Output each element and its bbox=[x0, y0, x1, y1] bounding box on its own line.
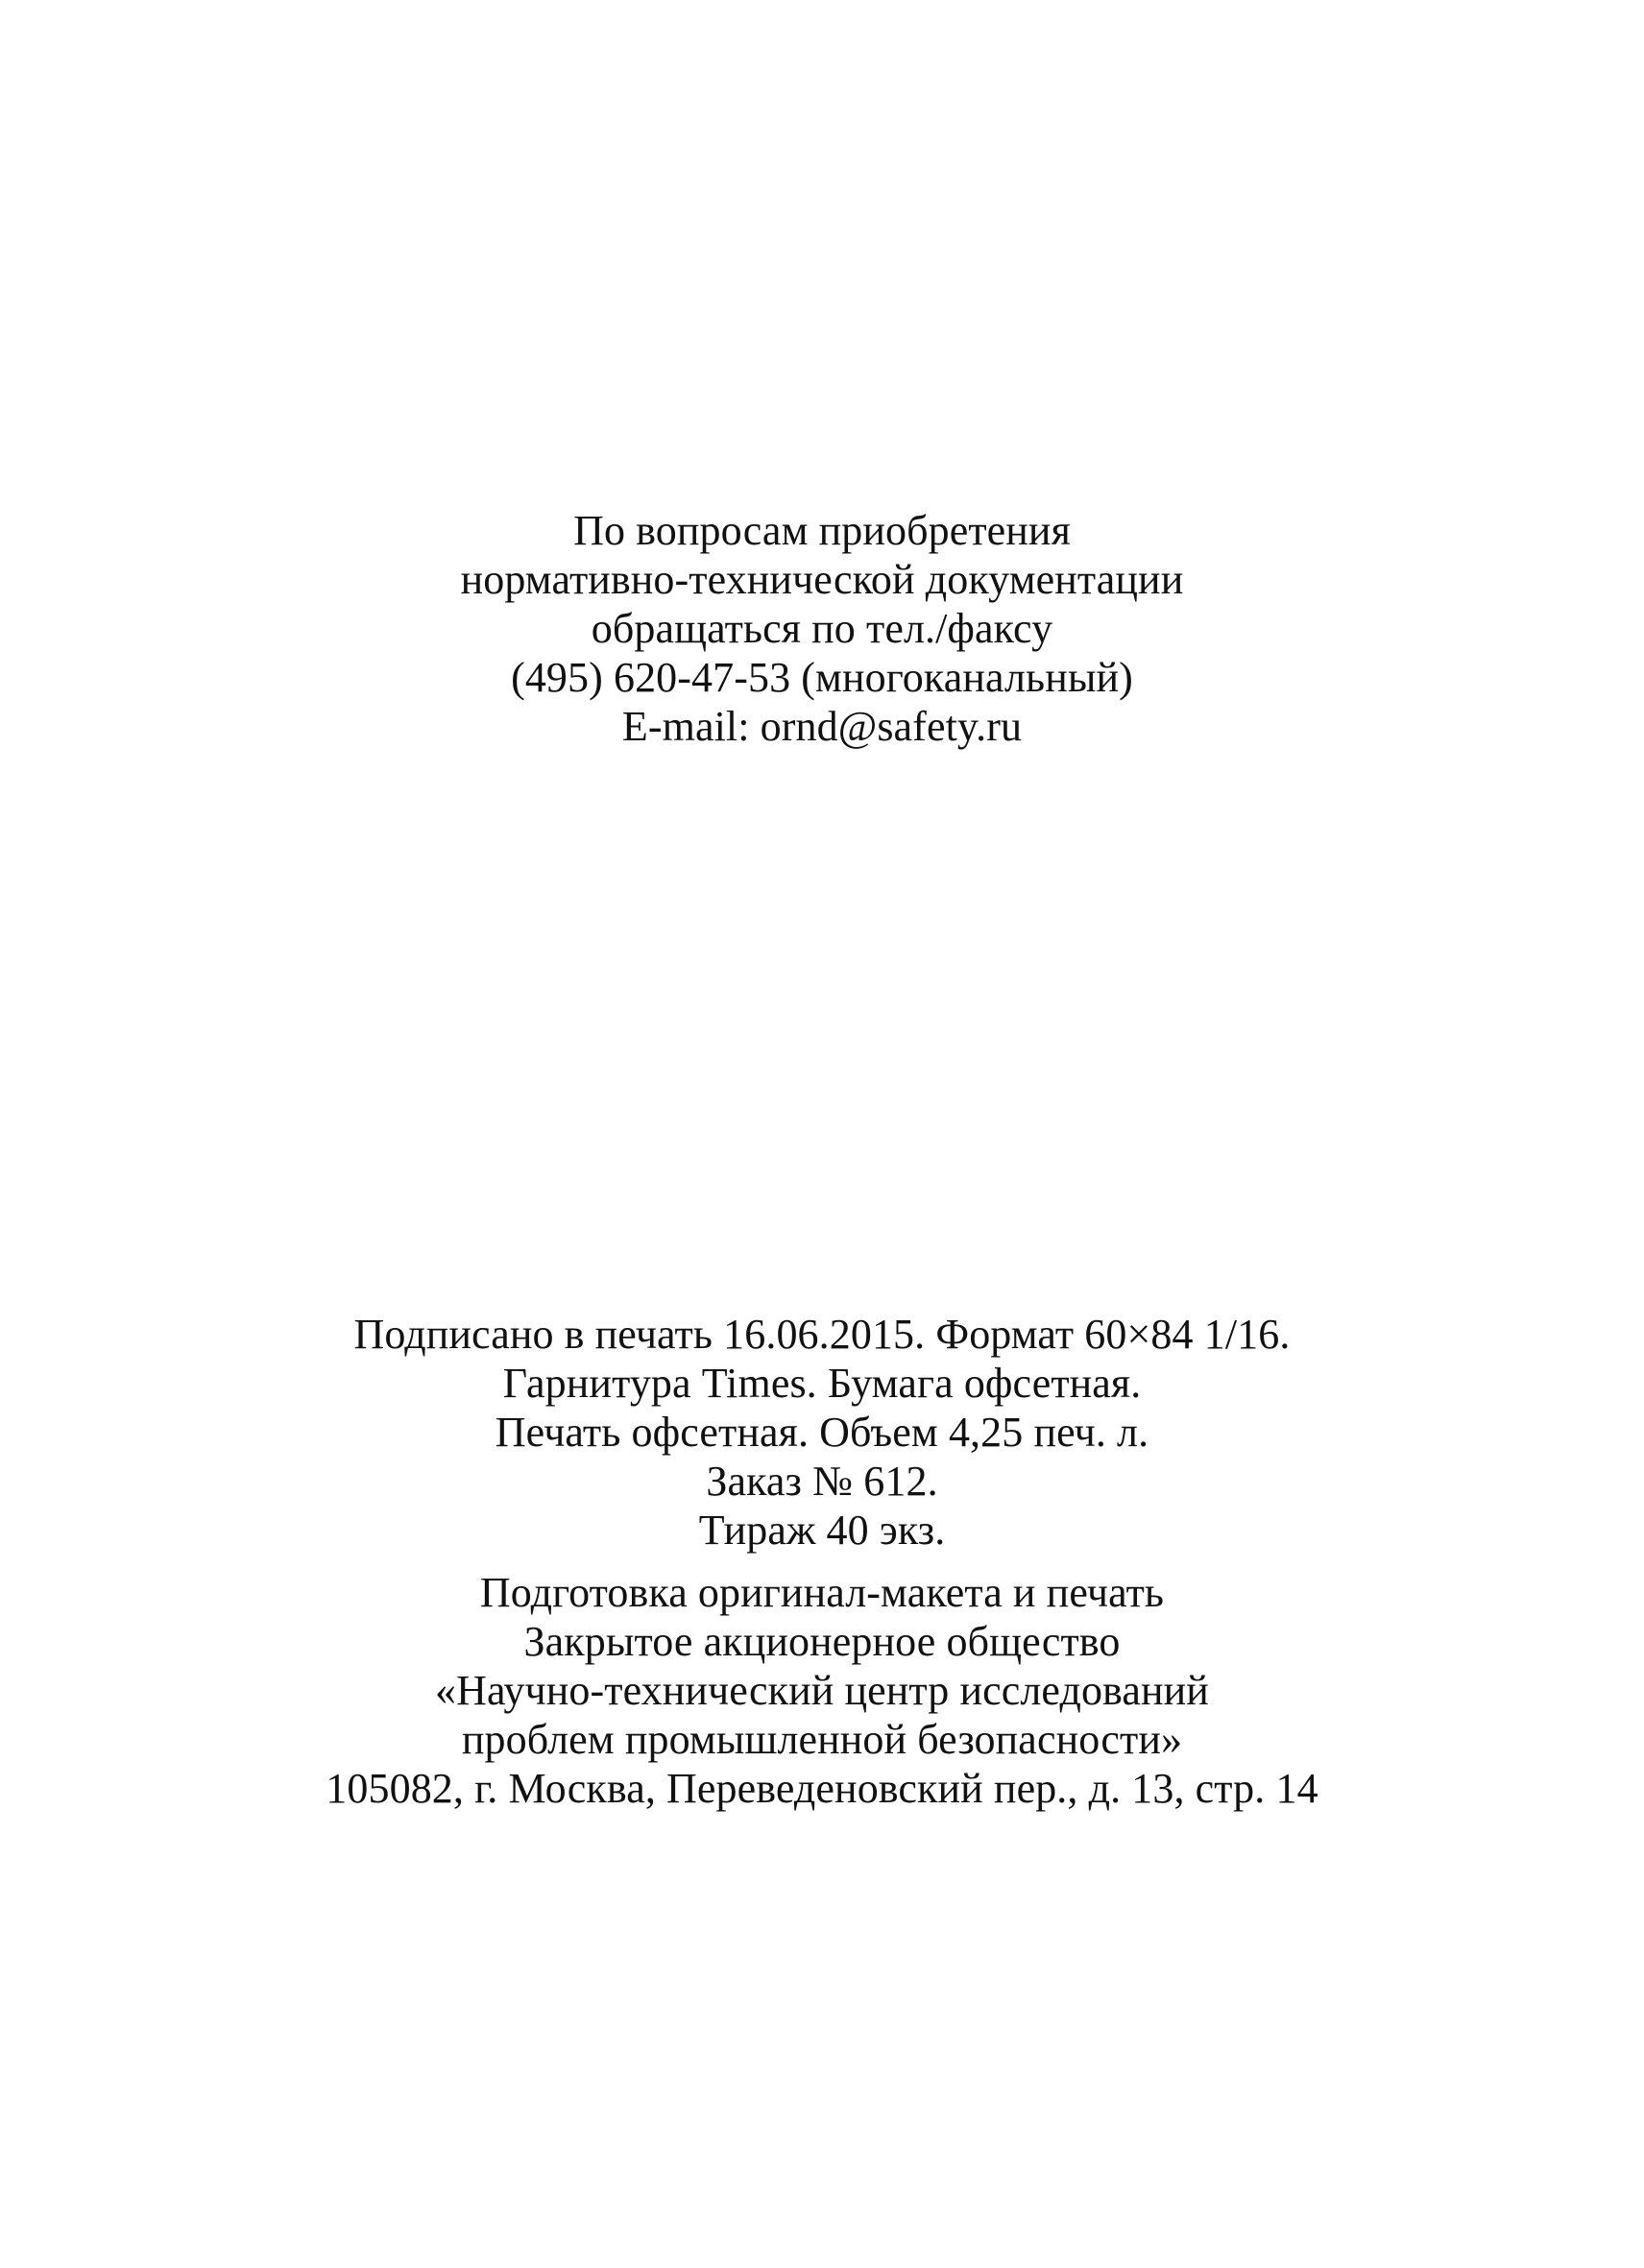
print-imprint-block bbox=[0, 1310, 1644, 1555]
contact-line-phone-number: (495) 620-47-53 (многоканальный) bbox=[511, 654, 1133, 701]
printer-line-address: 105082, г. Москва, Переведеновский пер., д. 13, стр. 14 bbox=[326, 1765, 1318, 1812]
contact-line-phone-fax-label: обращаться по тел./факсу bbox=[591, 605, 1053, 652]
contact-info-block bbox=[0, 506, 1644, 751]
imprint-line-signed-format: Подписано в печать 16.06.2015. Формат 60×84 1/16. bbox=[353, 1311, 1291, 1358]
contact-line-email: E-mail: ornd@safety.ru bbox=[621, 703, 1023, 750]
printer-line-preparation: Подготовка оригинал-макета и печать bbox=[479, 1569, 1165, 1616]
imprint-line-print-volume: Печать офсетная. Объем 4,25 печ. л. bbox=[495, 1409, 1149, 1456]
imprint-line-order-number: Заказ № 612. bbox=[706, 1458, 938, 1505]
imprint-line-print-run: Тираж 40 экз. bbox=[698, 1507, 946, 1554]
printer-line-company-type: Закрытое акционерное общество bbox=[523, 1618, 1121, 1665]
contact-line-documentation: нормативно-технической документации bbox=[460, 556, 1184, 603]
printer-line-company-name-1: «Научно-технический центр исследований bbox=[435, 1667, 1209, 1714]
imprint-line-typeface-paper: Гарнитура Times. Бумага офсетная. bbox=[502, 1360, 1142, 1407]
printer-line-company-name-2: проблем промышленной безопасности» bbox=[461, 1716, 1183, 1763]
printer-info-block bbox=[0, 1568, 1644, 1813]
contact-line-purchase: По вопросам приобретения bbox=[573, 507, 1071, 554]
